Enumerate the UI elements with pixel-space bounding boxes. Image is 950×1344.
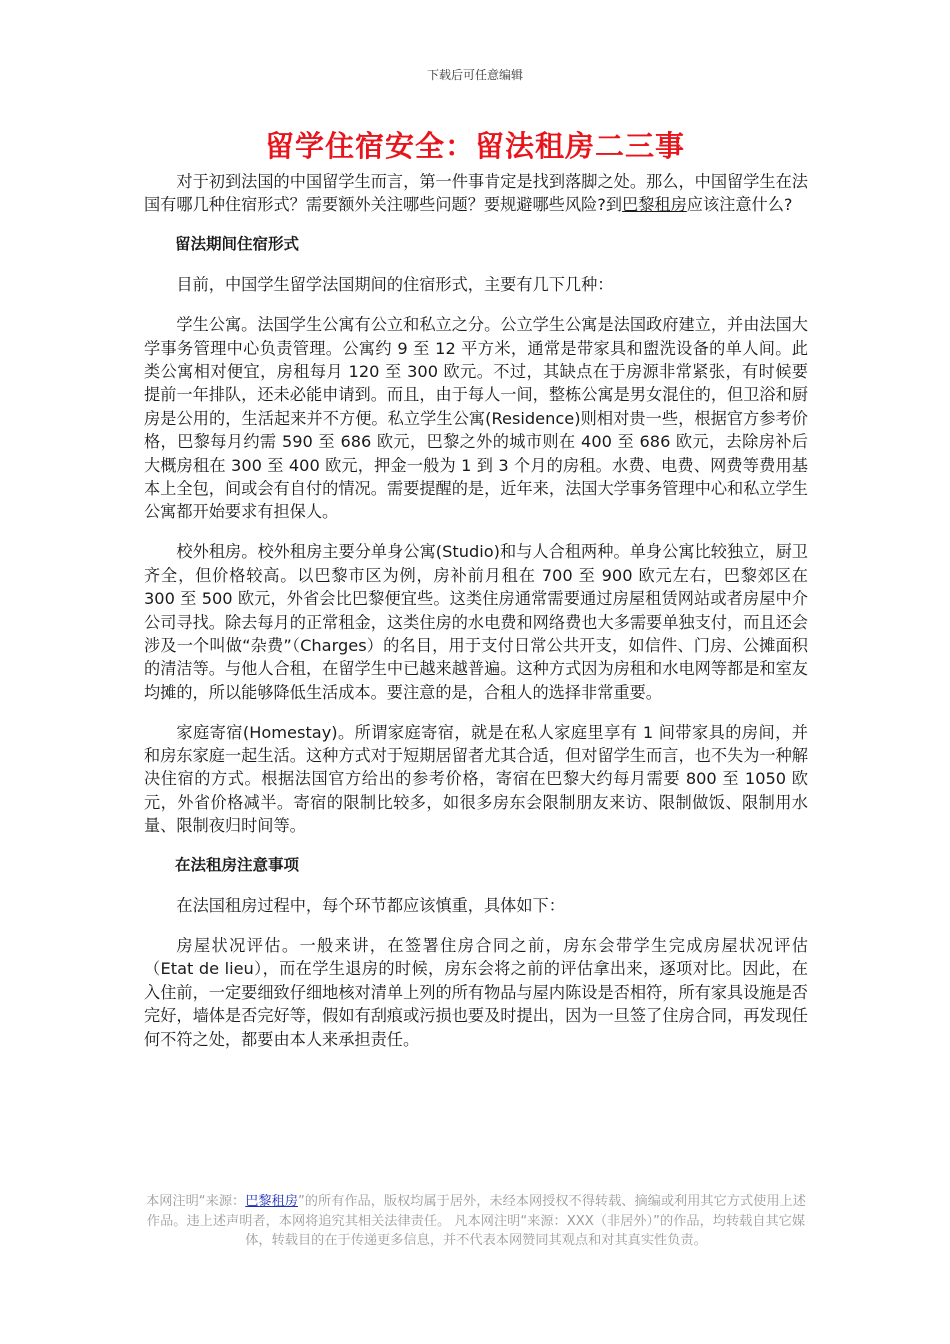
housing-types-lead: 目前，中国学生留学法国期间的住宿形式，主要有几下几种： — [176, 275, 614, 295]
page-title: 留学住宿安全：留法租房二三事 — [264, 129, 685, 163]
section-heading-housing-types: 留法期间住宿形式 — [175, 235, 300, 254]
footer-paris-rental-link[interactable]: 巴黎租房 — [245, 1194, 298, 1209]
intro-text-start: 对于初到法国的中国留学生而言，第一件事肯定是找到落脚之处。那么，中国留学生在法国有哪几种住宿形式？需要额外关注哪些问题？要规避哪些风险?到 — [144, 172, 808, 215]
intro-paragraph — [144, 170, 808, 217]
paragraph-off-campus-rental: 校外租房。校外租房主要分单身公寓(Studio)和与人合租两种。单身公寓比较独立，厨卫齐全，但价格较高。以巴黎市区为例，房补前月租在 700 至 900 欧元左右，巴黎郊区在 300 至 500 欧元，外省会比巴黎便宜些。这类住房通常需要通过房屋租赁网站或者房屋中介公司寻找。除去每月的正常租金，这类住房的水电费和网络费也大多需要单独支付，而且还会涉及一个叫做“杂费”（Charges）的名目，用于支付日常公共开支，如信件、门房、公摊面积的清洁等。与他人合租，在留学生中已越来越普遍。这种方式因为房租和水电网等都是和室友均摊的，所以能够降低生活成本。要注意的是，合租人的选择非常重要。 — [144, 542, 808, 702]
paragraph-homestay: 家庭寄宿(Homestay)。所谓家庭寄宿，就是在私人家庭里享有 1 间带家具的房间，并和房东家庭一起生活。这种方式对于短期居留者尤其合适，但对留学生而言，也不失为一种解决住宿的方式。根据法国官方给出的参考价格，寄宿在巴黎大约每月需要 800 至 1050 欧元，外省价格减半。寄宿的限制比较多，如很多房东会限制朋友来访、限制做饭、限制用水量、限制夜归时间等。 — [144, 722, 808, 836]
footer-text-end: ”的所有作品，版权均属于居外，未经本网授权不得转载、摘编或利用其它方式使用上述作品。违上述声明者，本网将追究其相关法律责任。 凡本网注明“来源：XXX（非居外）”的作品，均转载自其它媒体，转载目的在于传递更多信息，并不代表本网赞同其观点和对其真实性负责。 — [146, 1194, 806, 1248]
intro-paris-rental-link[interactable]: 巴黎租房 — [622, 195, 687, 215]
section-heading-rental-notes: 在法租房注意事项 — [175, 856, 300, 875]
paragraph-student-apartment: 学生公寓。法国学生公寓有公立和私立之分。公立学生公寓是法国政府建立，并由法国大学事务管理中心负责管理。公寓约 9 至 12 平方米，通常是带家具和盥洗设备的单人间。此类公寓相对便宜，房租每月 120 至 300 欧元。不过，其缺点在于房源非常紧张，有时候要提前一年排队，还未必能申请到。而且，由于每人一间，整栋公寓是男女混住的，但卫浴和厨房是公用的，生活起来并不方便。私立学生公寓(Residence)则相对贵一些，根据官方参考价格，巴黎每月约需 590 至 686 欧元，巴黎之外的城市则在 400 至 686 欧元，去除房补后大概房租在 300 至 400 欧元，押金一般为 1 到 3 个月的房租。水费、电费、网费等费用基本上全包，间或会有自付的情况。需要提醒的是，近年来，法国大学事务管理中心和私立学生公寓都开始要求有担保人。 — [144, 315, 808, 522]
article-body — [144, 170, 808, 1068]
footer-text-start: 本网注明“来源： — [146, 1194, 246, 1209]
copyright-footer — [144, 1192, 808, 1251]
intro-text-end: 应该注意什么? — [686, 195, 793, 215]
rental-notes-lead: 在法国租房过程中，每个环节都应该慎重，具体如下： — [176, 896, 565, 916]
paragraph-house-inspection: 房屋状况评估。一般来讲，在签署住房合同之前，房东会带学生完成房屋状况评估（Etat de lieu），而在学生退房的时候，房东会将之前的评估拿出来，逐项对比。因此，在入住前，一定要细致仔细地核对清单上列的所有物品与屋内陈设是否相符，所有家具设施是否完好，墙体是否完好等，假如有刮痕或污损也要及时提出，因为一旦签了住房合同，再发现任何不符之处，都要由本人来承担责任。 — [144, 935, 808, 1049]
header-note: 下载后可任意编辑 — [426, 68, 523, 82]
